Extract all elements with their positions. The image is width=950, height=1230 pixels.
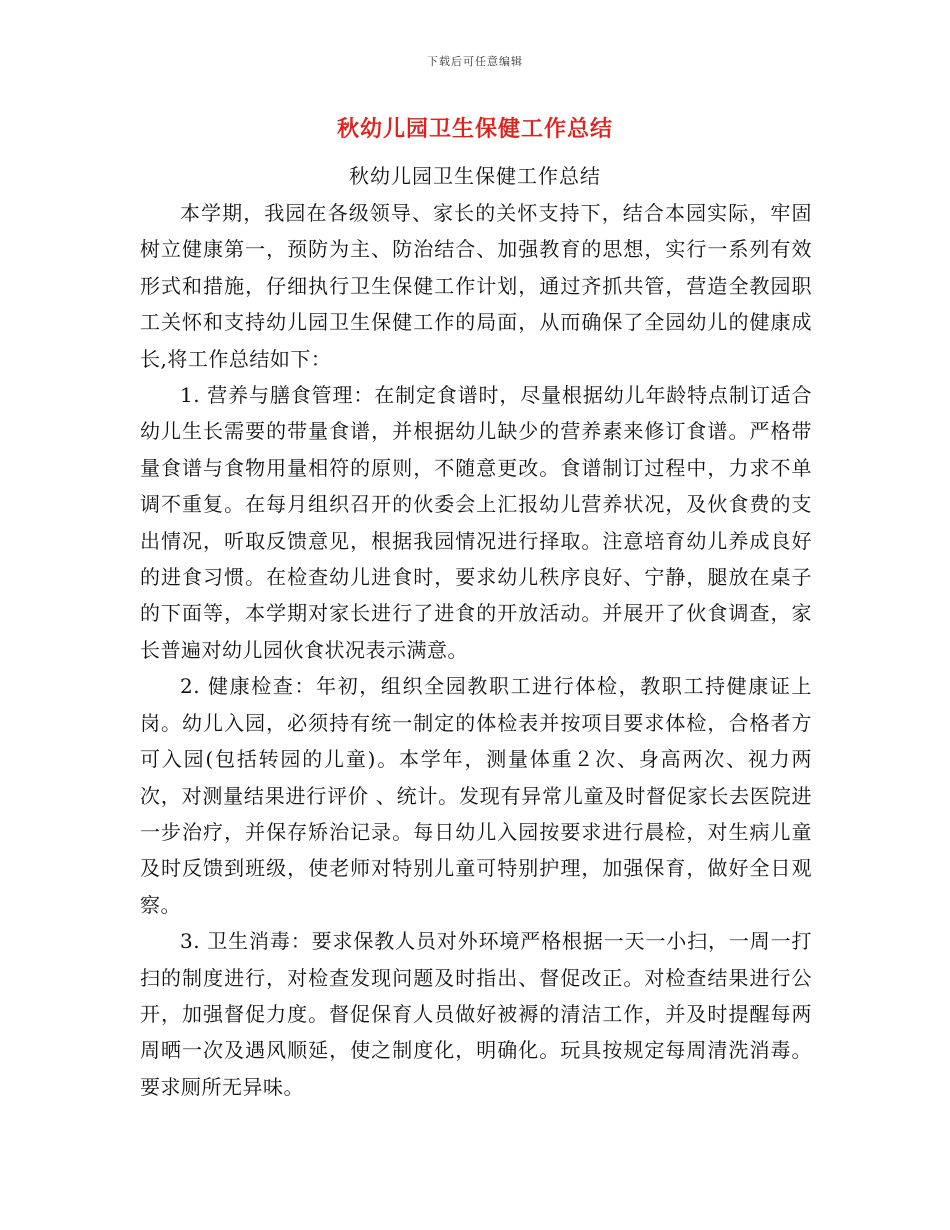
paragraph-disinfection: 3. 卫生消毒：要求保教人员对外环境严格根据一天一小扫，一周一打扫的制度进行，对检查发现问题及时指出、督促改正。对检查结果进行公开，加强督促力度。督促保育人员做好被褥的清洁工作，并及时提醒每两周晒一次及遇风顺延，使之制度化，明确化。玩具按规定每周清洗消毒。要求厕所无异味。 xyxy=(140,929,812,1099)
paragraph-nutrition: 1. 营养与膳食管理：在制定食谱时，尽量根据幼儿年龄特点制订适合幼儿生长需要的带量食谱，并根据幼儿缺少的营养素来修订食谱。严格带量食谱与食物用量相符的原则，不随意更改。食谱制订过程中，力求不单调不重复。在每月组织召开的伙委会上汇报幼儿营养状况，及伙食费的支出情况，听取反馈意见，根据我园情况进行择取。注意培育幼儿养成良好的进食习惯。在检查幼儿进食时，要求幼儿秩序良好、宁静，腿放在桌子的下面等，本学期对家长进行了进食的开放活动。并展开了伙食调查，家长普遍对幼儿园伙食状况表示满意。 xyxy=(140,383,812,662)
paragraph-health-check: 2. 健康检查：年初，组织全园教职工进行体检，教职工持健康证上岗。幼儿入园，必须持有统一制定的体检表并按项目要求体检，合格者方可入园(包括转园的儿童)。本学年，测量体重２次、身高两次、视力两次，对测量结果进行评价 、统计。发现有异常儿童及时督促家长去医院进一步治疗，并保存矫治记录。每日幼儿入园按要求进行晨检，对生病儿童及时反馈到班级，使老师对特别儿童可特别护理，加强保育，做好全日观察。 xyxy=(140,674,812,917)
paragraph-intro: 本学期，我园在各级领导、家长的关怀支持下，结合本园实际，牢固树立健康第一，预防为主、防治结合、加强教育的思想，实行一系列有效形式和措施，仔细执行卫生保健工作计划，通过齐抓共管，营造全教园职工关怀和支持幼儿园卫生保健工作的局面，从而确保了全园幼儿的健康成长,将工作总结如下： xyxy=(140,201,812,371)
header-note: 下载后可任意编辑 xyxy=(427,55,523,68)
document-subtitle: 秋幼儿园卫生保健工作总结 xyxy=(349,164,601,188)
document-title: 秋幼儿园卫生保健工作总结 xyxy=(336,116,613,142)
document-body xyxy=(140,195,812,1105)
